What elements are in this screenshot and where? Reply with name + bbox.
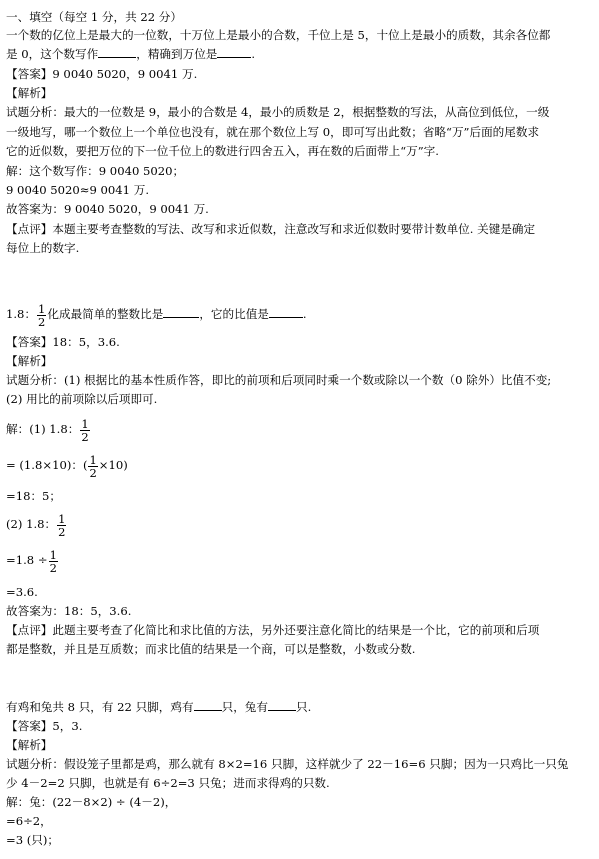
q3-analysis-line1: 试题分析：假设笼子里都是鸡，那么就有 8×2=16 只脚，这样就少了 22－16=6 只脚；因为一只鸡比一只兔 — [6, 757, 569, 771]
q3-answer: 【答案】5，3. — [6, 719, 83, 733]
q2-step2-text-a: = (1.8×10)：( — [6, 458, 88, 472]
q1-answer: 【答案】9 0040 5020，9 0041 万. — [6, 67, 198, 81]
q1-solution-line1: 解：这个数写作：9 0040 5020； — [6, 164, 185, 178]
q2-analysis-line2: (2) 用比的前项除以后项即可. — [6, 392, 158, 406]
q2-step2 — [6, 451, 128, 479]
fraction-numerator: 1 — [58, 511, 66, 526]
fraction-denominator: 2 — [89, 465, 97, 480]
q2-comment-line1: 【点评】此题主要考查了化简比和求比值的方法，另外还要注意化简比的结果是一个比，它的前项和后项 — [6, 623, 540, 637]
fraction-one-half — [49, 549, 58, 574]
fraction-one-half — [80, 418, 89, 443]
q1-stem-part-c: . — [251, 47, 256, 61]
fraction-denominator: 2 — [81, 429, 89, 444]
q1-solution-line2: 9 0040 5020≈9 0041 万. — [6, 183, 150, 197]
q1-analysis-line3: 它的近似数，要把万位的下一位千位上的数进行四舍五入，再在数的后面带上“万”字. — [6, 144, 439, 158]
q2-stem-end: . — [302, 307, 307, 321]
q1-stem-line2 — [6, 46, 255, 62]
fraction-numerator: 1 — [38, 301, 46, 316]
q2-step2-text-b: ×10) — [98, 458, 128, 472]
q2-step5 — [6, 546, 59, 574]
q3-solution-line1: 解：兔：(22－8×2) ÷ (4－2)， — [6, 795, 177, 809]
q2-blank-1[interactable] — [163, 306, 199, 318]
q3-solution-line3: =3 (只)； — [6, 833, 60, 847]
q3-blank-2[interactable] — [268, 699, 296, 711]
fraction-one-half — [88, 454, 97, 479]
q2-stem-mid2: ，它的比值是 — [199, 307, 269, 321]
fraction-one-half — [57, 513, 66, 538]
q2-step1-text: 解：(1) 1.8： — [6, 422, 80, 436]
q1-solution-line3: 故答案为：9 0040 5020，9 0041 万. — [6, 202, 209, 216]
fraction-numerator: 1 — [89, 452, 97, 467]
fraction-numerator: 1 — [49, 547, 57, 562]
q2-analysis-line1: 试题分析：(1) 根据比的基本性质作答，即比的前项和后项同时乘一个数或除以一个数（0 除外）比值不变; — [6, 373, 552, 387]
q3-analysis-line2: 少 4－2=2 只脚，也就是有 6÷2=3 只兔；进而求得鸡的只数. — [6, 776, 330, 790]
q3-blank-1[interactable] — [194, 699, 222, 711]
q1-comment-line2: 每位上的数字. — [6, 241, 80, 255]
q1-comment-line1: 【点评】本题主要考查整数的写法、改写和求近似数，注意改写和求近似数时要带计数单位. 关键是确定 — [6, 222, 536, 236]
q2-step4-text: (2) 1.8： — [6, 517, 57, 531]
q2-step5-text: =1.8 ÷ — [6, 553, 48, 567]
q2-stem — [6, 300, 307, 328]
q1-analysis-line1: 试题分析：最大的一位数是 9，最小的合数是 4，最小的质数是 2，根据整数的写法，从高位到低位，一级 — [6, 105, 550, 119]
q2-blank-2[interactable] — [269, 306, 303, 318]
q3-analysis-label: 【解析】 — [6, 738, 53, 752]
q3-stem-part-a: 有鸡和兔共 8 只，有 22 只脚，鸡有 — [6, 700, 194, 714]
q1-analysis-label: 【解析】 — [6, 86, 53, 100]
q2-comment-line2: 都是整数，并且是互质数；而求比值的结果是一个商，可以是整数，小数或分数. — [6, 642, 416, 656]
q1-analysis-line2: 一级地写，哪一个数位上一个单位也没有，就在那个数位上写 0，即可写出此数；省略“万”后面的尾数求 — [6, 125, 540, 139]
fraction-denominator: 2 — [58, 524, 66, 539]
q2-stem-prefix: 1.8： — [6, 307, 37, 321]
q1-blank-1[interactable] — [98, 46, 136, 58]
q2-solution: 故答案为：18：5，3.6. — [6, 604, 132, 618]
fraction-denominator: 2 — [49, 560, 57, 575]
q3-solution-line2: =6÷2， — [6, 814, 52, 828]
q2-analysis-label: 【解析】 — [6, 354, 53, 368]
q1-stem-part-a: 是 0，这个数写作 — [6, 47, 99, 61]
q3-stem-part-b: 只，兔有 — [221, 700, 268, 714]
q2-step6: =3.6. — [6, 585, 38, 599]
q3-stem — [6, 699, 311, 715]
q1-stem-part-b: ，精确到万位是 — [136, 47, 218, 61]
q2-stem-mid: 化成最简单的整数比是 — [47, 307, 164, 321]
q2-step3: =18：5； — [6, 489, 62, 503]
section-title: 一、填空（每空 1 分，共 22 分） — [6, 10, 182, 24]
q2-step4 — [6, 510, 67, 538]
q1-blank-2[interactable] — [217, 46, 251, 58]
q2-step1 — [6, 415, 91, 443]
q1-stem-line1: 一个数的亿位上是最大的一位数，十万位上是最小的合数，千位上是 5，十位上是最小的质数，其余各位都 — [6, 28, 551, 42]
q3-stem-part-c: 只. — [295, 700, 312, 714]
fraction-denominator: 2 — [38, 314, 46, 329]
fraction-numerator: 1 — [81, 416, 89, 431]
q2-answer: 【答案】18：5，3.6. — [6, 335, 120, 349]
fraction-one-half — [37, 303, 46, 328]
